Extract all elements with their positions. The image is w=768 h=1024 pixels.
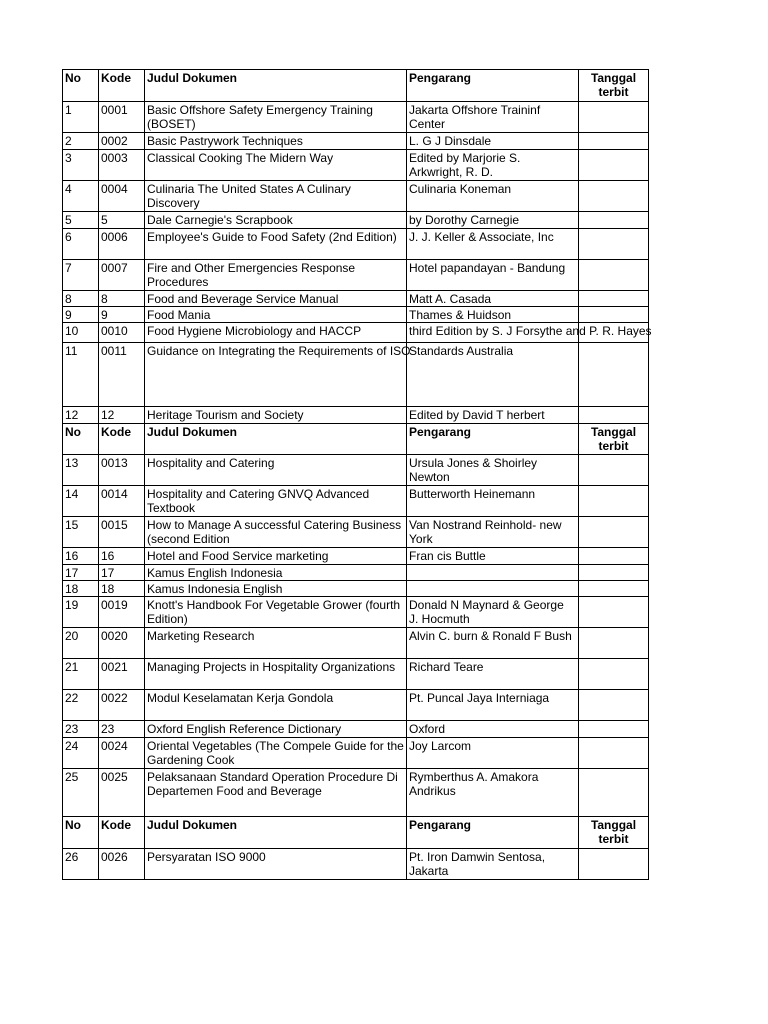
cell-tanggal bbox=[579, 548, 649, 565]
cell-no: 16 bbox=[63, 548, 99, 565]
cell-judul: Basic Pastrywork Techniques bbox=[145, 133, 407, 150]
cell-tanggal bbox=[579, 455, 649, 486]
cell-tanggal bbox=[579, 565, 649, 581]
cell-pengarang: by Dorothy Carnegie bbox=[407, 212, 579, 229]
cell-no: 12 bbox=[63, 407, 99, 424]
cell-no: 13 bbox=[63, 455, 99, 486]
table-row bbox=[63, 260, 649, 291]
cell-pengarang: Oxford bbox=[407, 721, 579, 738]
cell-no: 8 bbox=[63, 291, 99, 307]
cell-no: 26 bbox=[63, 849, 99, 880]
cell-tanggal bbox=[579, 212, 649, 229]
cell-tanggal bbox=[579, 659, 649, 690]
cell-tanggal bbox=[579, 738, 649, 769]
cell-pengarang: Richard Teare bbox=[407, 659, 579, 690]
cell-pengarang: Alvin C. burn & Ronald F Bush bbox=[407, 628, 579, 659]
header-no: No bbox=[63, 424, 99, 455]
cell-judul: Food Hygiene Microbiology and HACCP bbox=[145, 323, 407, 343]
table-row bbox=[63, 133, 649, 150]
cell-kode: 0021 bbox=[99, 659, 145, 690]
cell-kode: 0022 bbox=[99, 690, 145, 721]
cell-tanggal bbox=[579, 581, 649, 597]
table-header-row bbox=[63, 424, 649, 455]
cell-judul: How to Manage A successful Catering Business (second Edition bbox=[145, 517, 407, 548]
cell-judul: Food Mania bbox=[145, 307, 407, 323]
header-judul: Judul Dokumen bbox=[145, 70, 407, 102]
header-kode: Kode bbox=[99, 424, 145, 455]
cell-tanggal bbox=[579, 102, 649, 133]
cell-no: 4 bbox=[63, 181, 99, 212]
cell-kode: 0026 bbox=[99, 849, 145, 880]
header-no: No bbox=[63, 70, 99, 102]
table-row bbox=[63, 849, 649, 880]
table-row bbox=[63, 597, 649, 628]
cell-kode: 0019 bbox=[99, 597, 145, 628]
cell-no: 10 bbox=[63, 323, 99, 343]
cell-pengarang: Hotel papandayan - Bandung bbox=[407, 260, 579, 291]
cell-no: 23 bbox=[63, 721, 99, 738]
cell-judul: Hospitality and Catering GNVQ Advanced Textbook bbox=[145, 486, 407, 517]
cell-tanggal bbox=[579, 628, 649, 659]
cell-kode: 0007 bbox=[99, 260, 145, 291]
table-row bbox=[63, 181, 649, 212]
cell-kode: 0024 bbox=[99, 738, 145, 769]
cell-kode: 16 bbox=[99, 548, 145, 565]
cell-pengarang: third Edition by S. J Forsythe and P. R. Hayes bbox=[407, 323, 579, 343]
header-pengarang: Pengarang bbox=[407, 70, 579, 102]
cell-pengarang: Donald N Maynard & George J. Hocmuth bbox=[407, 597, 579, 628]
cell-pengarang: Edited by David T herbert bbox=[407, 407, 579, 424]
header-kode: Kode bbox=[99, 817, 145, 849]
table-row bbox=[63, 721, 649, 738]
cell-no: 24 bbox=[63, 738, 99, 769]
cell-no: 3 bbox=[63, 150, 99, 181]
cell-tanggal bbox=[579, 307, 649, 323]
table-row bbox=[63, 659, 649, 690]
header-kode: Kode bbox=[99, 70, 145, 102]
cell-kode: 8 bbox=[99, 291, 145, 307]
cell-kode: 0004 bbox=[99, 181, 145, 212]
cell-kode: 23 bbox=[99, 721, 145, 738]
cell-tanggal bbox=[579, 486, 649, 517]
cell-no: 20 bbox=[63, 628, 99, 659]
table-row bbox=[63, 565, 649, 581]
cell-no: 19 bbox=[63, 597, 99, 628]
header-tanggal: Tanggal terbit bbox=[579, 70, 649, 102]
table-row bbox=[63, 212, 649, 229]
cell-judul: Persyaratan ISO 9000 bbox=[145, 849, 407, 880]
cell-kode: 0011 bbox=[99, 343, 145, 407]
cell-tanggal bbox=[579, 133, 649, 150]
cell-no: 18 bbox=[63, 581, 99, 597]
cell-kode: 12 bbox=[99, 407, 145, 424]
cell-tanggal bbox=[579, 690, 649, 721]
cell-judul: Pelaksanaan Standard Operation Procedure Di Departemen Food and Beverage bbox=[145, 769, 407, 817]
cell-kode: 0020 bbox=[99, 628, 145, 659]
cell-no: 9 bbox=[63, 307, 99, 323]
cell-judul: Kamus Indonesia English bbox=[145, 581, 407, 597]
cell-pengarang: Butterworth Heinemann bbox=[407, 486, 579, 517]
cell-no: 15 bbox=[63, 517, 99, 548]
cell-judul: Managing Projects in Hospitality Organizations bbox=[145, 659, 407, 690]
cell-kode: 0015 bbox=[99, 517, 145, 548]
cell-tanggal bbox=[579, 769, 649, 817]
table-row bbox=[63, 150, 649, 181]
cell-kode: 18 bbox=[99, 581, 145, 597]
cell-tanggal bbox=[579, 517, 649, 548]
cell-judul: Oriental Vegetables (The Compele Guide for the Gardening Cook bbox=[145, 738, 407, 769]
cell-kode: 17 bbox=[99, 565, 145, 581]
table-row bbox=[63, 343, 649, 407]
table-header-row bbox=[63, 70, 649, 102]
cell-pengarang: Van Nostrand Reinhold- new York bbox=[407, 517, 579, 548]
table-row bbox=[63, 307, 649, 323]
document-table bbox=[62, 69, 652, 880]
cell-judul: Classical Cooking The Midern Way bbox=[145, 150, 407, 181]
cell-judul: Fire and Other Emergencies Response Procedures bbox=[145, 260, 407, 291]
cell-judul: Culinaria The United States A Culinary Discovery bbox=[145, 181, 407, 212]
cell-no: 1 bbox=[63, 102, 99, 133]
cell-judul: Oxford English Reference Dictionary bbox=[145, 721, 407, 738]
header-judul: Judul Dokumen bbox=[145, 424, 407, 455]
cell-pengarang: Culinaria Koneman bbox=[407, 181, 579, 212]
cell-pengarang: Edited by Marjorie S. Arkwright, R. D. bbox=[407, 150, 579, 181]
cell-pengarang: Pt. Puncal Jaya Interniaga bbox=[407, 690, 579, 721]
cell-kode: 0014 bbox=[99, 486, 145, 517]
cell-tanggal bbox=[579, 721, 649, 738]
header-pengarang: Pengarang bbox=[407, 424, 579, 455]
cell-pengarang bbox=[407, 565, 579, 581]
cell-pengarang: Ursula Jones & Shoirley Newton bbox=[407, 455, 579, 486]
cell-tanggal bbox=[579, 150, 649, 181]
cell-judul: Hotel and Food Service marketing bbox=[145, 548, 407, 565]
cell-judul: Marketing Research bbox=[145, 628, 407, 659]
table-row bbox=[63, 517, 649, 548]
cell-kode: 5 bbox=[99, 212, 145, 229]
cell-judul: Heritage Tourism and Society bbox=[145, 407, 407, 424]
cell-kode: 9 bbox=[99, 307, 145, 323]
table-row bbox=[63, 455, 649, 486]
table-row bbox=[63, 323, 649, 343]
cell-kode: 0006 bbox=[99, 229, 145, 260]
cell-pengarang: Matt A. Casada bbox=[407, 291, 579, 307]
cell-kode: 0010 bbox=[99, 323, 145, 343]
cell-pengarang: Standards Australia bbox=[407, 343, 579, 407]
cell-tanggal bbox=[579, 343, 649, 407]
table-row bbox=[63, 690, 649, 721]
cell-judul: Dale Carnegie's Scrapbook bbox=[145, 212, 407, 229]
cell-pengarang bbox=[407, 581, 579, 597]
cell-judul: Knott's Handbook For Vegetable Grower (fourth Edition) bbox=[145, 597, 407, 628]
cell-no: 2 bbox=[63, 133, 99, 150]
table-row bbox=[63, 769, 649, 817]
cell-no: 11 bbox=[63, 343, 99, 407]
cell-kode: 0025 bbox=[99, 769, 145, 817]
cell-no: 22 bbox=[63, 690, 99, 721]
cell-kode: 0003 bbox=[99, 150, 145, 181]
table-row bbox=[63, 102, 649, 133]
header-tanggal: Tanggal terbit bbox=[579, 817, 649, 849]
cell-no: 7 bbox=[63, 260, 99, 291]
cell-judul: Kamus English Indonesia bbox=[145, 565, 407, 581]
cell-judul: Basic Offshore Safety Emergency Training (BOSET) bbox=[145, 102, 407, 133]
cell-judul: Hospitality and Catering bbox=[145, 455, 407, 486]
cell-tanggal bbox=[579, 181, 649, 212]
table-row bbox=[63, 291, 649, 307]
cell-pengarang: Rymberthus A. Amakora Andrikus bbox=[407, 769, 579, 817]
cell-pengarang: J. J. Keller & Associate, Inc bbox=[407, 229, 579, 260]
table-row bbox=[63, 407, 649, 424]
header-judul: Judul Dokumen bbox=[145, 817, 407, 849]
table-row bbox=[63, 486, 649, 517]
header-tanggal: Tanggal terbit bbox=[579, 424, 649, 455]
cell-pengarang: Fran cis Buttle bbox=[407, 548, 579, 565]
table-row bbox=[63, 229, 649, 260]
cell-pengarang: Thames & Huidson bbox=[407, 307, 579, 323]
cell-kode: 0013 bbox=[99, 455, 145, 486]
cell-tanggal bbox=[579, 849, 649, 880]
cell-no: 14 bbox=[63, 486, 99, 517]
cell-pengarang: Pt. Iron Damwin Sentosa, Jakarta bbox=[407, 849, 579, 880]
table-row bbox=[63, 628, 649, 659]
cell-kode: 0001 bbox=[99, 102, 145, 133]
cell-judul: Employee's Guide to Food Safety (2nd Edition) bbox=[145, 229, 407, 260]
cell-no: 5 bbox=[63, 212, 99, 229]
table-row bbox=[63, 581, 649, 597]
table-row bbox=[63, 738, 649, 769]
header-pengarang: Pengarang bbox=[407, 817, 579, 849]
cell-pengarang: Jakarta Offshore Traininf Center bbox=[407, 102, 579, 133]
cell-tanggal bbox=[579, 597, 649, 628]
cell-no: 21 bbox=[63, 659, 99, 690]
cell-pengarang: Joy Larcom bbox=[407, 738, 579, 769]
cell-tanggal bbox=[579, 407, 649, 424]
cell-tanggal bbox=[579, 229, 649, 260]
table-header-row bbox=[63, 817, 649, 849]
cell-no: 25 bbox=[63, 769, 99, 817]
table-row bbox=[63, 548, 649, 565]
header-no: No bbox=[63, 817, 99, 849]
cell-pengarang: L. G J Dinsdale bbox=[407, 133, 579, 150]
cell-judul: Modul Keselamatan Kerja Gondola bbox=[145, 690, 407, 721]
document-table-body bbox=[63, 70, 652, 880]
cell-tanggal bbox=[579, 291, 649, 307]
cell-tanggal bbox=[579, 260, 649, 291]
cell-judul: Food and Beverage Service Manual bbox=[145, 291, 407, 307]
cell-kode: 0002 bbox=[99, 133, 145, 150]
cell-judul: Guidance on Integrating the Requirements of ISO bbox=[145, 343, 407, 407]
cell-no: 6 bbox=[63, 229, 99, 260]
cell-no: 17 bbox=[63, 565, 99, 581]
